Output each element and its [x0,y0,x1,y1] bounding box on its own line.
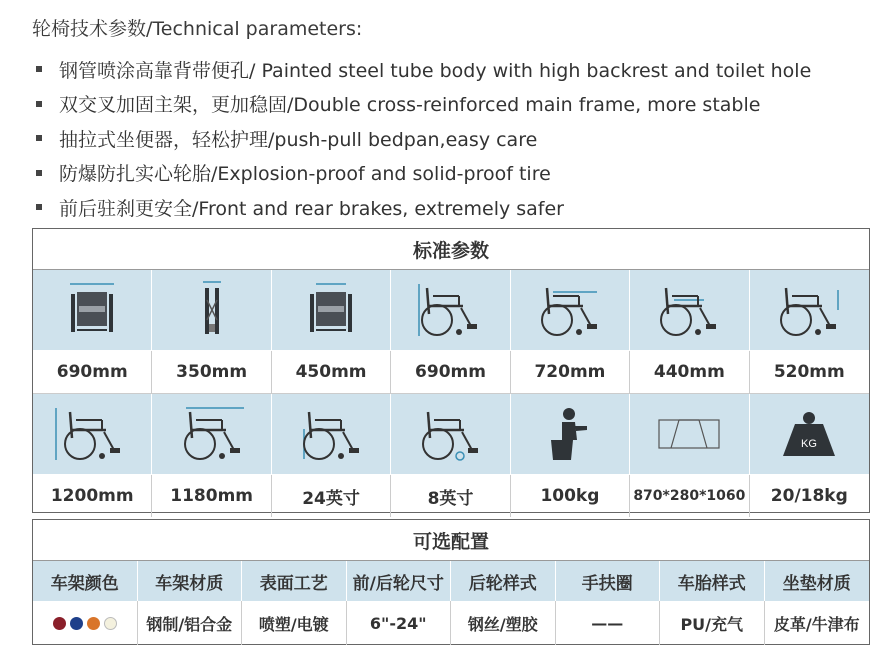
bullet-icon [36,204,42,210]
bullet-icon [36,135,42,141]
bullet-icon [36,170,42,176]
color-swatch [70,617,83,630]
feature-text: 双交叉加固主架，更加稳固/Double cross-reinforced main frame, more stable [59,94,761,117]
standard-params-row2 [33,394,869,475]
param-value: 440mm [630,351,749,394]
column-header: 手扶圈 [556,561,661,601]
option-value: 皮革/牛津布 [773,614,860,634]
param-value: 24英寸 [272,475,391,517]
optional-config-values [33,601,869,645]
feature-item [36,190,811,225]
color-swatch [53,617,66,630]
param-value: 20/18kg [770,486,848,506]
column-header: 车架材质 [138,561,243,601]
kg-label: KG [801,438,818,450]
option-value: 6"-24" [347,601,452,645]
standard-params-table [32,228,870,513]
wheelchair-seat-depth-icon [750,270,869,351]
option-value: —— [556,601,661,645]
weight-kg-icon [750,394,869,475]
feature-text: 前后驻刹更安全/Front and rear brakes, extremely safer [59,197,564,220]
column-header: 车架颜色 [33,561,138,601]
wheelchair-length-icon [391,270,510,351]
param-value: 690mm [33,351,152,394]
front-wheel-size-icon [391,394,510,475]
wheelchair-front-width-icon [33,270,152,351]
param-value: 1200mm [33,475,152,517]
standard-params-header: 标准参数 [33,229,869,270]
frame-color-swatches [33,601,138,645]
standard-params-row1 [33,270,869,351]
param-value: 8英寸 [391,475,510,517]
bullet-icon [36,101,42,107]
option-value: 喷塑/电镀 [242,601,347,645]
column-header: 坐垫材质 [765,561,870,601]
param-value: 690mm [391,351,510,394]
wheelchair-total-length-icon [152,394,271,475]
feature-item [36,52,811,87]
color-swatch [87,617,100,630]
bullet-icon [36,66,42,72]
feature-item [36,87,811,122]
feature-list [36,52,811,225]
feature-text: 抽拉式坐便器，轻松护理/push-pull bedpan,easy care [59,128,538,151]
param-value: 870*280*1060 [630,475,749,517]
standard-params-values2 [33,475,869,517]
column-header: 车胎样式 [660,561,765,601]
column-header: 前/后轮尺寸 [347,561,452,601]
wheelchair-seat-height-icon [630,270,749,351]
standard-params-values1 [33,351,869,394]
option-value: PU/充气 [660,601,765,645]
option-value: 钢制/铝合金 [138,601,243,645]
page-title: 轮椅技术参数/Technical parameters: [32,18,363,40]
option-value: 钢丝/塑胶 [451,601,556,645]
max-load-icon [511,394,630,475]
param-value: 100kg [511,475,630,517]
optional-config-columns [33,561,869,601]
feature-text: 钢管喷涂高靠背带便孔/ Painted steel tube body with high backrest and toilet hole [59,59,812,82]
optional-config-header: 可选配置 [33,520,869,561]
column-header: 后轮样式 [451,561,556,601]
color-swatch [104,617,117,630]
feature-item [36,121,811,156]
param-value: 450mm [272,351,391,394]
package-size-icon [630,394,749,475]
rear-wheel-size-icon [272,394,391,475]
wheelchair-total-height-icon [33,394,152,475]
column-header: 表面工艺 [242,561,347,601]
param-value: 720mm [511,351,630,394]
feature-text: 防爆防扎实心轮胎/Explosion-proof and solid-proof tire [59,163,551,186]
optional-config-table [32,519,870,645]
wheelchair-seat-width-icon [272,270,391,351]
param-value: 520mm [750,351,869,394]
param-value: 350mm [152,351,271,394]
wheelchair-armrest-length-icon [511,270,630,351]
wheelchair-folded-width-icon [152,270,271,351]
feature-item [36,156,811,191]
param-value: 1180mm [152,475,271,517]
